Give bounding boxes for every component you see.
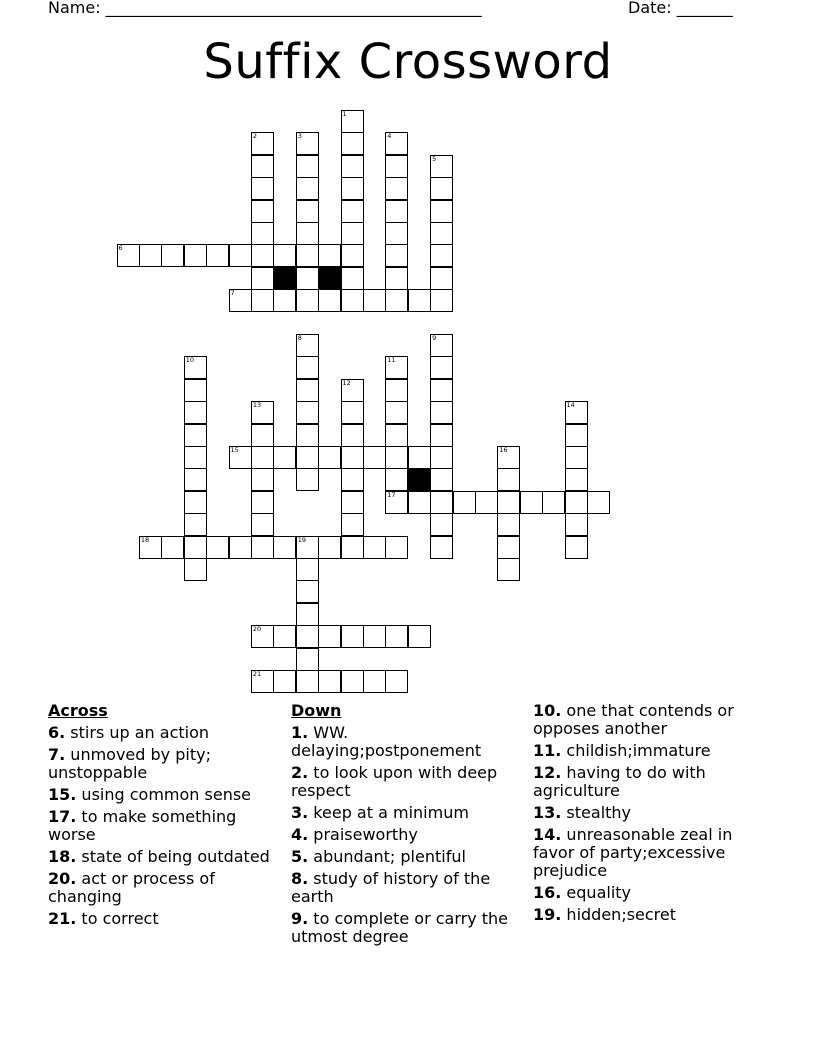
grid-cell[interactable] <box>341 468 364 491</box>
across-clues-column <box>48 702 273 932</box>
clue-number-label: 15. <box>48 785 77 804</box>
grid-cell[interactable] <box>385 446 408 469</box>
grid-cell[interactable] <box>430 200 453 223</box>
clue-number: 3 <box>297 132 302 141</box>
grid-cell[interactable] <box>408 446 431 469</box>
grid-cell[interactable] <box>385 356 408 379</box>
clue-number: 10 <box>185 356 194 365</box>
grid-cell[interactable] <box>296 200 319 223</box>
clue-number: 6 <box>118 244 123 253</box>
date-field-label: Date: _______ <box>628 0 733 17</box>
grid-cell[interactable] <box>430 177 453 200</box>
grid-cell[interactable] <box>318 670 341 693</box>
grid-cell[interactable] <box>385 670 408 693</box>
down-clues-column <box>291 702 511 950</box>
grid-cell[interactable] <box>341 132 364 155</box>
grid-cell[interactable] <box>341 267 364 290</box>
grid-cell[interactable] <box>296 155 319 178</box>
grid-cell[interactable] <box>385 424 408 447</box>
grid-cell[interactable] <box>385 536 408 559</box>
grid-cell[interactable] <box>296 267 319 290</box>
grid-cell[interactable] <box>565 424 588 447</box>
grid-cell[interactable] <box>251 132 274 155</box>
clue-number: 7 <box>230 289 235 298</box>
grid-cell[interactable] <box>296 289 319 312</box>
clue-item <box>291 826 511 844</box>
grid-cell[interactable] <box>273 536 296 559</box>
grid-cell[interactable] <box>296 424 319 447</box>
clue-text: to make something worse <box>48 807 237 844</box>
grid-cell[interactable] <box>184 558 207 581</box>
clue-number: 1 <box>342 110 347 118</box>
grid-cell[interactable] <box>341 536 364 559</box>
grid-cell[interactable] <box>273 289 296 312</box>
black-cell <box>273 267 296 290</box>
grid-cell[interactable] <box>430 334 453 357</box>
grid-cell[interactable] <box>587 491 610 514</box>
grid-cell[interactable] <box>341 446 364 469</box>
clue-text: praiseworthy <box>308 825 418 844</box>
grid-cell[interactable] <box>341 289 364 312</box>
grid-cell[interactable] <box>251 536 274 559</box>
clue-text: state of being outdated <box>76 847 270 866</box>
grid-cell[interactable] <box>408 625 431 648</box>
grid-cell[interactable] <box>385 200 408 223</box>
grid-cell[interactable] <box>229 289 252 312</box>
clue-number: 11 <box>387 356 396 365</box>
clue-item <box>48 910 273 928</box>
clue-text: to look upon with deep respect <box>291 763 498 800</box>
grid-cell[interactable] <box>430 491 453 514</box>
grid-cell[interactable] <box>273 670 296 693</box>
grid-cell[interactable] <box>296 446 319 469</box>
grid-cell[interactable] <box>363 670 386 693</box>
grid-cell[interactable] <box>497 536 520 559</box>
clue-item <box>533 742 763 760</box>
grid-cell[interactable] <box>251 401 274 424</box>
grid-cell[interactable] <box>430 536 453 559</box>
clue-number: 9 <box>432 334 437 342</box>
grid-cell[interactable] <box>273 244 296 267</box>
grid-cell[interactable] <box>296 603 319 626</box>
clue-number-label: 7. <box>48 745 66 764</box>
grid-cell[interactable] <box>363 625 386 648</box>
grid-cell[interactable] <box>430 379 453 402</box>
grid-cell[interactable] <box>251 222 274 245</box>
grid-cell[interactable] <box>565 401 588 424</box>
clue-number-label: 14. <box>533 825 562 844</box>
clue-number-label: 16. <box>533 883 562 902</box>
grid-cell[interactable] <box>497 558 520 581</box>
clue-number: 4 <box>387 132 392 141</box>
clue-number-label: 11. <box>533 741 562 760</box>
clue-number-label: 17. <box>48 807 77 826</box>
down-clues-column-continued <box>533 702 763 928</box>
clue-number-label: 19. <box>533 905 562 924</box>
clue-item <box>48 746 273 782</box>
clue-number-label: 12. <box>533 763 562 782</box>
clue-item <box>48 808 273 844</box>
down-heading: Down <box>291 701 342 720</box>
grid-cell[interactable] <box>385 222 408 245</box>
clue-number: 2 <box>252 132 258 141</box>
grid-cell[interactable] <box>117 244 140 267</box>
clue-item <box>533 804 763 822</box>
down-clue-list-continued <box>533 702 763 924</box>
clue-text: WW. delaying;postponement <box>291 723 482 760</box>
grid-cell[interactable] <box>363 536 386 559</box>
grid-cell[interactable] <box>565 491 588 514</box>
grid-cell[interactable] <box>296 222 319 245</box>
grid-cell[interactable] <box>251 177 274 200</box>
grid-cell[interactable] <box>251 670 274 693</box>
grid-cell[interactable] <box>296 132 319 155</box>
clue-text: having to do with agriculture <box>533 763 706 800</box>
clue-item <box>291 870 511 906</box>
grid-cell[interactable] <box>341 110 364 133</box>
clue-item <box>533 884 763 902</box>
black-cell <box>408 468 431 491</box>
grid-cell[interactable] <box>161 244 184 267</box>
grid-cell[interactable] <box>318 446 341 469</box>
grid-cell[interactable] <box>184 401 207 424</box>
grid-cell[interactable] <box>341 244 364 267</box>
clue-item <box>533 702 763 738</box>
grid-cell[interactable] <box>251 491 274 514</box>
grid-cell[interactable] <box>385 267 408 290</box>
grid-cell[interactable] <box>565 536 588 559</box>
clue-item <box>291 910 511 946</box>
clue-item <box>48 870 273 906</box>
clue-number-label: 2. <box>291 763 309 782</box>
clue-number: 12 <box>342 378 351 387</box>
clue-item <box>48 848 273 866</box>
grid-cell[interactable] <box>341 155 364 178</box>
grid-cell[interactable] <box>341 625 364 648</box>
grid-cell[interactable] <box>273 446 296 469</box>
puzzle-title: Suffix Crossword <box>203 34 613 90</box>
grid-cell[interactable] <box>385 177 408 200</box>
clue-number-label: 18. <box>48 847 77 866</box>
grid-cell[interactable] <box>296 536 319 559</box>
grid-cell[interactable] <box>184 513 207 536</box>
grid-cell[interactable] <box>385 468 408 491</box>
grid-cell[interactable] <box>385 379 408 402</box>
grid-cell[interactable] <box>296 356 319 379</box>
clue-text: unreasonable zeal in favor of party;excessive prejudice <box>533 825 733 880</box>
clue-number: 21 <box>252 670 262 678</box>
clue-number: 5 <box>432 154 437 163</box>
grid-cell[interactable] <box>341 401 364 424</box>
grid-cell[interactable] <box>430 244 453 267</box>
clue-item <box>291 764 511 800</box>
grid-cell[interactable] <box>430 446 453 469</box>
clue-text: unmoved by pity; unstoppable <box>48 745 211 782</box>
grid-cell[interactable] <box>251 244 274 267</box>
grid-cell[interactable] <box>497 446 520 469</box>
grid-cell[interactable] <box>139 244 162 267</box>
clue-text: abundant; plentiful <box>308 847 466 866</box>
grid-cell[interactable] <box>341 379 364 402</box>
clue-item <box>291 804 511 822</box>
clue-number-label: 3. <box>291 803 309 822</box>
grid-cell[interactable] <box>385 491 408 514</box>
clue-number-label: 9. <box>291 909 309 928</box>
grid-cell[interactable] <box>296 468 319 491</box>
clue-number: 18 <box>140 535 150 544</box>
clue-number: 16 <box>499 446 508 454</box>
grid-cell[interactable] <box>206 536 229 559</box>
grid-cell[interactable] <box>385 244 408 267</box>
grid-cell[interactable] <box>542 491 565 514</box>
grid-cell[interactable] <box>251 446 274 469</box>
grid-cell[interactable] <box>184 379 207 402</box>
clue-number-label: 10. <box>533 701 562 720</box>
clue-number-label: 1. <box>291 723 309 742</box>
clue-text: to correct <box>76 909 159 928</box>
grid-cell[interactable] <box>520 491 543 514</box>
clue-number-label: 13. <box>533 803 562 822</box>
clue-text: act or process of changing <box>48 869 215 906</box>
clue-text: hidden;secret <box>561 905 677 924</box>
black-cell <box>318 267 341 290</box>
grid-cell[interactable] <box>184 491 207 514</box>
clue-text: childish;immature <box>561 741 711 760</box>
grid-cell[interactable] <box>385 401 408 424</box>
grid-cell[interactable] <box>206 244 229 267</box>
grid-cell[interactable] <box>184 424 207 447</box>
grid-cell[interactable] <box>430 155 453 178</box>
grid-cell[interactable] <box>296 244 319 267</box>
grid-cell[interactable] <box>385 132 408 155</box>
grid-cell[interactable] <box>184 356 207 379</box>
clue-number: 13 <box>252 401 262 410</box>
grid-cell[interactable] <box>341 177 364 200</box>
grid-cell[interactable] <box>497 468 520 491</box>
name-field-label: Name: _______________________________________________ <box>48 0 482 17</box>
grid-cell[interactable] <box>296 580 319 603</box>
grid-cell[interactable] <box>273 625 296 648</box>
grid-cell[interactable] <box>318 625 341 648</box>
grid-cell[interactable] <box>341 200 364 223</box>
clue-item <box>48 786 273 804</box>
grid-cell[interactable] <box>139 536 162 559</box>
grid-cell[interactable] <box>296 648 319 671</box>
grid-cell[interactable] <box>229 536 252 559</box>
grid-cell[interactable] <box>251 267 274 290</box>
grid-cell[interactable] <box>385 289 408 312</box>
clue-text: study of history of the earth <box>291 869 491 906</box>
grid-cell[interactable] <box>251 155 274 178</box>
grid-cell[interactable] <box>430 289 453 312</box>
grid-cell[interactable] <box>184 536 207 559</box>
grid-cell[interactable] <box>363 446 386 469</box>
grid-cell[interactable] <box>341 491 364 514</box>
clue-item <box>533 826 763 880</box>
grid-cell[interactable] <box>341 670 364 693</box>
down-clue-list <box>291 724 511 946</box>
clue-number: 15 <box>230 446 239 454</box>
grid-cell[interactable] <box>184 468 207 491</box>
clue-number: 20 <box>252 625 262 634</box>
clue-number-label: 4. <box>291 825 309 844</box>
grid-cell[interactable] <box>251 200 274 223</box>
clue-number: 14 <box>566 401 575 410</box>
grid-cell[interactable] <box>184 244 207 267</box>
grid-cell[interactable] <box>318 244 341 267</box>
grid-cell[interactable] <box>161 536 184 559</box>
grid-cell[interactable] <box>565 468 588 491</box>
clue-text: stirs up an action <box>65 723 210 742</box>
clue-item <box>48 724 273 742</box>
grid-cell[interactable] <box>408 289 431 312</box>
grid-cell[interactable] <box>565 513 588 536</box>
grid-cell[interactable] <box>430 222 453 245</box>
grid-cell[interactable] <box>385 625 408 648</box>
clue-number: 8 <box>297 334 302 342</box>
grid-cell[interactable] <box>341 222 364 245</box>
grid-cell[interactable] <box>318 289 341 312</box>
grid-cell[interactable] <box>184 446 207 469</box>
grid-cell[interactable] <box>296 670 319 693</box>
clue-number: 17 <box>387 490 396 499</box>
clue-item <box>291 848 511 866</box>
grid-cell[interactable] <box>251 513 274 536</box>
grid-cell[interactable] <box>430 513 453 536</box>
clue-number-label: 5. <box>291 847 309 866</box>
grid-cell[interactable] <box>497 491 520 514</box>
grid-cell[interactable] <box>296 401 319 424</box>
clue-number-label: 6. <box>48 723 66 742</box>
grid-cell[interactable] <box>296 379 319 402</box>
grid-cell[interactable] <box>296 177 319 200</box>
grid-cell[interactable] <box>430 468 453 491</box>
grid-cell[interactable] <box>430 424 453 447</box>
clue-item <box>533 764 763 800</box>
grid-cell[interactable] <box>251 468 274 491</box>
grid-cell[interactable] <box>430 267 453 290</box>
grid-cell[interactable] <box>363 289 386 312</box>
grid-cell[interactable] <box>229 244 252 267</box>
grid-cell[interactable] <box>565 446 588 469</box>
grid-cell[interactable] <box>251 424 274 447</box>
clue-text: keep at a minimum <box>308 803 469 822</box>
clue-number-label: 21. <box>48 909 77 928</box>
clue-text: equality <box>561 883 632 902</box>
grid-cell[interactable] <box>453 491 476 514</box>
grid-cell[interactable] <box>385 155 408 178</box>
across-heading: Across <box>48 701 108 720</box>
clue-text: stealthy <box>561 803 632 822</box>
grid-cell[interactable] <box>229 446 252 469</box>
grid-cell[interactable] <box>296 334 319 357</box>
grid-cell[interactable] <box>341 424 364 447</box>
grid-cell[interactable] <box>318 536 341 559</box>
clue-text: one that contends or opposes another <box>533 701 734 738</box>
grid-cell[interactable] <box>341 513 364 536</box>
grid-cell[interactable] <box>430 401 453 424</box>
clue-number: 19 <box>297 535 306 544</box>
grid-cell[interactable] <box>430 356 453 379</box>
grid-cell[interactable] <box>251 625 274 648</box>
grid-cell[interactable] <box>296 625 319 648</box>
grid-cell[interactable] <box>296 558 319 581</box>
clue-text: using common sense <box>76 785 252 804</box>
clue-text: to complete or carry the utmost degree <box>291 909 509 946</box>
clue-item <box>533 906 763 924</box>
clue-number-label: 20. <box>48 869 77 888</box>
across-clue-list <box>48 724 273 928</box>
clue-number-label: 8. <box>291 869 309 888</box>
grid-cell[interactable] <box>251 289 274 312</box>
clue-item <box>291 724 511 760</box>
grid-cell[interactable] <box>497 513 520 536</box>
grid-cell[interactable] <box>408 491 431 514</box>
grid-cell[interactable] <box>475 491 498 514</box>
